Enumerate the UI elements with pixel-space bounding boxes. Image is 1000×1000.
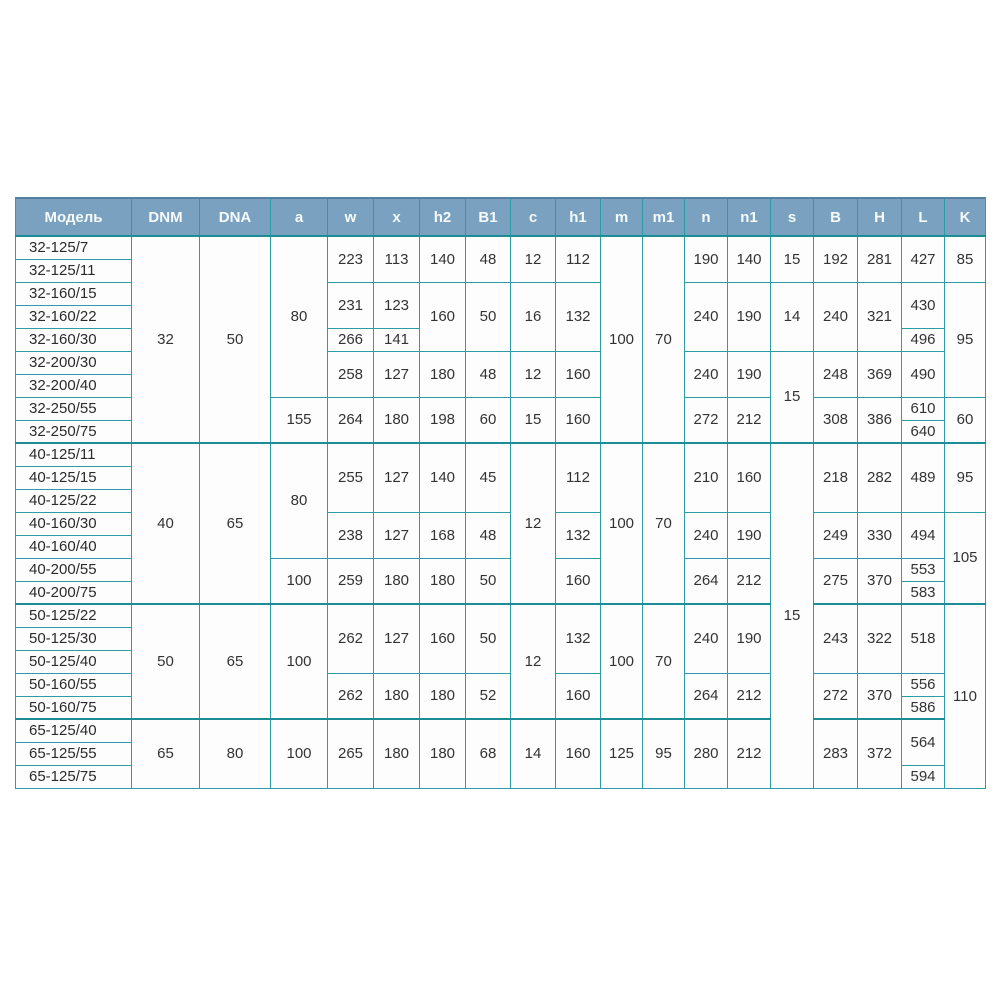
- dimension-value-cell: 190: [728, 604, 771, 673]
- table-row: [16, 604, 986, 627]
- dimension-value-cell: 127: [374, 351, 420, 397]
- column-header-a: a: [271, 198, 328, 236]
- dimension-value-cell: 100: [271, 604, 328, 719]
- dimension-value-cell: 50: [466, 282, 511, 351]
- dimension-value-cell: 168: [420, 512, 466, 558]
- column-header-m1: m1: [643, 198, 685, 236]
- dimension-value-cell: 65: [132, 719, 200, 788]
- column-header-m: m: [601, 198, 643, 236]
- dimension-value-cell: 70: [643, 443, 685, 604]
- dimension-value-cell: 264: [328, 397, 374, 443]
- model-name-cell: 40-125/11: [16, 443, 132, 466]
- column-header-b: B: [814, 198, 858, 236]
- dimension-value-cell: 180: [420, 673, 466, 719]
- column-header-x: x: [374, 198, 420, 236]
- dimension-value-cell: 127: [374, 604, 420, 673]
- dimension-value-cell: 95: [643, 719, 685, 788]
- dimension-value-cell: 594: [902, 765, 945, 788]
- dimension-value-cell: 489: [902, 443, 945, 512]
- dimension-value-cell: 180: [374, 673, 420, 719]
- dimension-value-cell: 190: [728, 512, 771, 558]
- dimension-value-cell: 140: [420, 443, 466, 512]
- column-header-dna: DNA: [200, 198, 271, 236]
- dimension-value-cell: 223: [328, 236, 374, 282]
- dimension-value-cell: 430: [902, 282, 945, 328]
- dimension-value-cell: 80: [271, 236, 328, 397]
- column-header-b1: B1: [466, 198, 511, 236]
- dimension-value-cell: 370: [858, 673, 902, 719]
- dimension-value-cell: 100: [601, 236, 643, 443]
- dimension-value-cell: 248: [814, 351, 858, 397]
- column-header-w: w: [328, 198, 374, 236]
- column-header-model: Модель: [16, 198, 132, 236]
- dimension-value-cell: 16: [511, 282, 556, 351]
- dimension-value-cell: 123: [374, 282, 420, 328]
- table-body: [16, 236, 986, 788]
- dimension-value-cell: 240: [685, 604, 728, 673]
- dimension-value-cell: 490: [902, 351, 945, 397]
- dimension-value-cell: 160: [728, 443, 771, 512]
- dimension-value-cell: 15: [771, 236, 814, 282]
- dimension-value-cell: 281: [858, 236, 902, 282]
- dimension-value-cell: 12: [511, 351, 556, 397]
- dimension-value-cell: 100: [271, 558, 328, 604]
- dimension-value-cell: 610: [902, 397, 945, 420]
- dimension-value-cell: 160: [420, 604, 466, 673]
- dimension-value-cell: 240: [814, 282, 858, 351]
- model-name-cell: 65-125/75: [16, 765, 132, 788]
- dimension-value-cell: 127: [374, 512, 420, 558]
- dimension-value-cell: 553: [902, 558, 945, 581]
- dimension-value-cell: 112: [556, 443, 601, 512]
- model-name-cell: 32-250/55: [16, 397, 132, 420]
- dimension-value-cell: 265: [328, 719, 374, 788]
- dimension-value-cell: 15: [771, 443, 814, 788]
- dimension-value-cell: 12: [511, 443, 556, 604]
- dimension-value-cell: 210: [685, 443, 728, 512]
- dimension-value-cell: 112: [556, 236, 601, 282]
- dimension-value-cell: 95: [945, 282, 986, 397]
- dimension-value-cell: 240: [685, 282, 728, 351]
- dimension-value-cell: 231: [328, 282, 374, 328]
- dimension-value-cell: 264: [685, 558, 728, 604]
- table-header: [16, 198, 986, 236]
- header-row: [16, 198, 986, 236]
- model-name-cell: 50-125/30: [16, 627, 132, 650]
- model-name-cell: 40-200/55: [16, 558, 132, 581]
- dimension-value-cell: 322: [858, 604, 902, 673]
- column-header-n: n: [685, 198, 728, 236]
- dimension-value-cell: 65: [200, 443, 271, 604]
- dimension-value-cell: 190: [728, 351, 771, 397]
- dimension-value-cell: 369: [858, 351, 902, 397]
- dimension-value-cell: 262: [328, 604, 374, 673]
- table-row: [16, 236, 986, 259]
- dimension-value-cell: 127: [374, 443, 420, 512]
- dimension-value-cell: 180: [420, 558, 466, 604]
- model-name-cell: 50-160/55: [16, 673, 132, 696]
- dimension-value-cell: 218: [814, 443, 858, 512]
- dimension-value-cell: 243: [814, 604, 858, 673]
- dimension-value-cell: 258: [328, 351, 374, 397]
- model-name-cell: 65-125/55: [16, 742, 132, 765]
- dimension-value-cell: 65: [200, 604, 271, 719]
- dimension-value-cell: 308: [814, 397, 858, 443]
- dimension-value-cell: 372: [858, 719, 902, 788]
- dimension-value-cell: 198: [420, 397, 466, 443]
- dimension-value-cell: 45: [466, 443, 511, 512]
- dimension-value-cell: 48: [466, 512, 511, 558]
- column-header-h1: h1: [556, 198, 601, 236]
- dimension-value-cell: 70: [643, 604, 685, 719]
- column-header-c: c: [511, 198, 556, 236]
- dimension-value-cell: 60: [466, 397, 511, 443]
- dimension-value-cell: 586: [902, 696, 945, 719]
- model-name-cell: 32-200/40: [16, 374, 132, 397]
- dimension-value-cell: 249: [814, 512, 858, 558]
- dimension-value-cell: 110: [945, 604, 986, 788]
- dimension-value-cell: 52: [466, 673, 511, 719]
- dimension-value-cell: 100: [601, 443, 643, 604]
- model-name-cell: 32-125/11: [16, 259, 132, 282]
- column-header-l: L: [902, 198, 945, 236]
- dimension-value-cell: 85: [945, 236, 986, 282]
- model-name-cell: 40-160/40: [16, 535, 132, 558]
- model-name-cell: 50-125/22: [16, 604, 132, 627]
- model-name-cell: 32-160/30: [16, 328, 132, 351]
- model-name-cell: 40-125/22: [16, 489, 132, 512]
- dimension-value-cell: 160: [556, 351, 601, 397]
- dimension-value-cell: 100: [271, 719, 328, 788]
- table-row: [16, 443, 986, 466]
- dimension-value-cell: 386: [858, 397, 902, 443]
- column-header-k: K: [945, 198, 986, 236]
- dimension-value-cell: 160: [556, 558, 601, 604]
- dimension-value-cell: 282: [858, 443, 902, 512]
- dimension-value-cell: 180: [374, 558, 420, 604]
- dimension-value-cell: 95: [945, 443, 986, 512]
- dimension-value-cell: 190: [685, 236, 728, 282]
- dimension-value-cell: 160: [420, 282, 466, 351]
- dimension-value-cell: 48: [466, 351, 511, 397]
- dimension-value-cell: 370: [858, 558, 902, 604]
- dimension-value-cell: 190: [728, 282, 771, 351]
- dimension-value-cell: 50: [466, 604, 511, 673]
- dimension-value-cell: 12: [511, 604, 556, 719]
- model-name-cell: 32-125/7: [16, 236, 132, 259]
- dimension-value-cell: 212: [728, 673, 771, 719]
- dimension-value-cell: 68: [466, 719, 511, 788]
- dimension-value-cell: 240: [685, 351, 728, 397]
- dimension-value-cell: 100: [601, 604, 643, 719]
- dimension-value-cell: 264: [685, 673, 728, 719]
- column-header-n1: n1: [728, 198, 771, 236]
- dimension-value-cell: 113: [374, 236, 420, 282]
- dimension-value-cell: 212: [728, 558, 771, 604]
- dimension-value-cell: 192: [814, 236, 858, 282]
- dimension-value-cell: 140: [728, 236, 771, 282]
- dimension-value-cell: 60: [945, 397, 986, 443]
- dimension-value-cell: 640: [902, 420, 945, 443]
- dimension-value-cell: 283: [814, 719, 858, 788]
- dimension-value-cell: 180: [420, 719, 466, 788]
- dimension-value-cell: 240: [685, 512, 728, 558]
- dimension-value-cell: 140: [420, 236, 466, 282]
- dimension-value-cell: 496: [902, 328, 945, 351]
- dimension-value-cell: 262: [328, 673, 374, 719]
- dimension-value-cell: 105: [945, 512, 986, 604]
- dimension-value-cell: 272: [685, 397, 728, 443]
- dimension-value-cell: 212: [728, 719, 771, 788]
- dimension-value-cell: 212: [728, 397, 771, 443]
- dimension-value-cell: 15: [511, 397, 556, 443]
- dimension-value-cell: 266: [328, 328, 374, 351]
- model-name-cell: 50-125/40: [16, 650, 132, 673]
- dimension-value-cell: 70: [643, 236, 685, 443]
- dimension-value-cell: 280: [685, 719, 728, 788]
- column-header-dnm: DNM: [132, 198, 200, 236]
- dimension-value-cell: 32: [132, 236, 200, 443]
- model-name-cell: 32-250/75: [16, 420, 132, 443]
- dimension-value-cell: 556: [902, 673, 945, 696]
- model-name-cell: 40-200/75: [16, 581, 132, 604]
- model-name-cell: 32-160/15: [16, 282, 132, 305]
- dimension-value-cell: 180: [420, 351, 466, 397]
- model-name-cell: 32-200/30: [16, 351, 132, 374]
- dimension-value-cell: 132: [556, 604, 601, 673]
- dimension-value-cell: 80: [271, 443, 328, 558]
- dimension-value-cell: 275: [814, 558, 858, 604]
- column-header-s: s: [771, 198, 814, 236]
- dimension-value-cell: 259: [328, 558, 374, 604]
- model-name-cell: 40-160/30: [16, 512, 132, 535]
- dimension-value-cell: 50: [466, 558, 511, 604]
- dimension-value-cell: 160: [556, 719, 601, 788]
- model-name-cell: 40-125/15: [16, 466, 132, 489]
- dimension-value-cell: 427: [902, 236, 945, 282]
- table-row: [16, 719, 986, 742]
- dimension-value-cell: 48: [466, 236, 511, 282]
- dimension-value-cell: 330: [858, 512, 902, 558]
- dimension-value-cell: 132: [556, 282, 601, 351]
- dimension-value-cell: 564: [902, 719, 945, 765]
- model-name-cell: 65-125/40: [16, 719, 132, 742]
- dimension-value-cell: 50: [132, 604, 200, 719]
- dimension-value-cell: 518: [902, 604, 945, 673]
- dimension-value-cell: 132: [556, 512, 601, 558]
- dimension-value-cell: 180: [374, 719, 420, 788]
- dimension-value-cell: 238: [328, 512, 374, 558]
- dimension-value-cell: 160: [556, 397, 601, 443]
- dimension-value-cell: 155: [271, 397, 328, 443]
- dimension-value-cell: 321: [858, 282, 902, 351]
- column-header-h: H: [858, 198, 902, 236]
- dimension-value-cell: 15: [771, 351, 814, 443]
- dimension-value-cell: 272: [814, 673, 858, 719]
- dimension-value-cell: 494: [902, 512, 945, 558]
- dimensions-table: [15, 197, 986, 789]
- dimension-value-cell: 180: [374, 397, 420, 443]
- dimension-value-cell: 14: [511, 719, 556, 788]
- dimension-value-cell: 80: [200, 719, 271, 788]
- dimension-value-cell: 125: [601, 719, 643, 788]
- column-header-h2: h2: [420, 198, 466, 236]
- dimension-value-cell: 583: [902, 581, 945, 604]
- dimension-value-cell: 141: [374, 328, 420, 351]
- dimension-value-cell: 40: [132, 443, 200, 604]
- dimension-value-cell: 160: [556, 673, 601, 719]
- dimension-value-cell: 12: [511, 236, 556, 282]
- dimension-value-cell: 14: [771, 282, 814, 351]
- dimension-value-cell: 255: [328, 443, 374, 512]
- dimension-value-cell: 50: [200, 236, 271, 443]
- model-name-cell: 50-160/75: [16, 696, 132, 719]
- model-name-cell: 32-160/22: [16, 305, 132, 328]
